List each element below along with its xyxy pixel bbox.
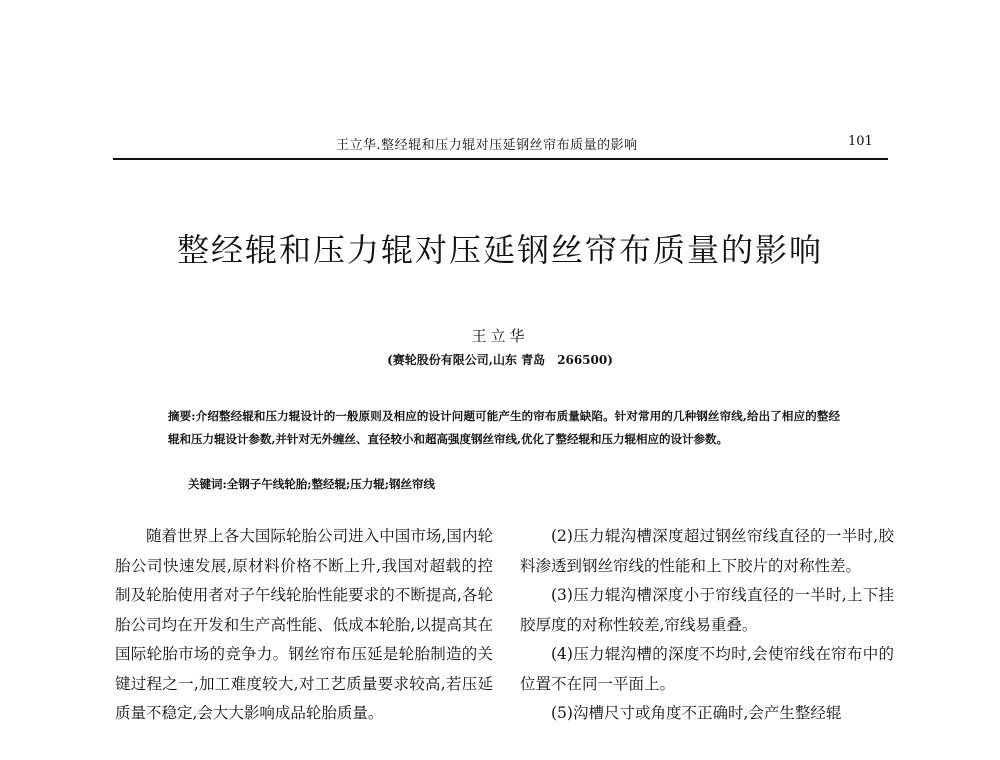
body-right-column (520, 522, 894, 729)
keywords-label: 关键词: (188, 477, 227, 491)
keywords-text: 全钢子午线轮胎;整经辊;压力辊;钢丝帘线 (226, 477, 435, 491)
author: 王立华 (471, 327, 529, 345)
body-paragraph: (3)压力辊沟槽深度小于帘线直径的一半时,上下挂胶厚度的对称性较差,帘线易重叠。 (520, 586, 894, 634)
abstract-text: 介绍整经辊和压力辊设计的一般原则及相应的设计问题可能产生的帘布质量缺陷。针对常用的几种钢丝帘线,给出了相应的整经辊和压力辊设计参数,并针对无外缠丝、直径较小和超高强度钢丝帘线,优化了整经辊和压力辊相应的设计参数。 (168, 409, 840, 446)
body-left-column (115, 522, 493, 729)
body-paragraph: (5)沟槽尺寸或角度不正确时,会产生整经辊 (551, 704, 842, 722)
keywords (188, 476, 838, 492)
body-paragraph: 随着世界上各大国际轮胎公司进入中国市场,国内轮胎公司快速发展,原材料价格不断上升,我国对超载的控制及轮胎使用者对子午线轮胎性能要求的不断提高,各轮胎公司均在开发和生产高性能、低成本轮胎,以提高其在国际轮胎市场的竞争力。钢丝帘布压延是轮胎制造的关键过程之一,加工难度较大,对工艺质量要求较高,若压延质量不稳定,会大大影响成品轮胎质量。 (115, 527, 493, 722)
affiliation: (赛轮股份有限公司,山东 青岛 266500) (387, 353, 613, 367)
paper-title: 整经辊和压力辊对压延钢丝帘布质量的影响 (176, 231, 823, 269)
page-number: 101 (848, 134, 873, 149)
abstract-label: 摘要: (168, 409, 196, 423)
body-paragraph: (4)压力辊沟槽的深度不均时,会使帘线在帘布中的位置不在同一平面上。 (520, 645, 894, 693)
body-paragraph: (2)压力辊沟槽深度超过钢丝帘线直径的一半时,胶料渗透到钢丝帘线的性能和上下胶片的对称性差。 (520, 527, 894, 575)
running-header: 王立华.整经辊和压力辊对压延钢丝帘布质量的影响 (336, 138, 638, 153)
abstract (168, 405, 840, 451)
header-rule (113, 158, 888, 160)
